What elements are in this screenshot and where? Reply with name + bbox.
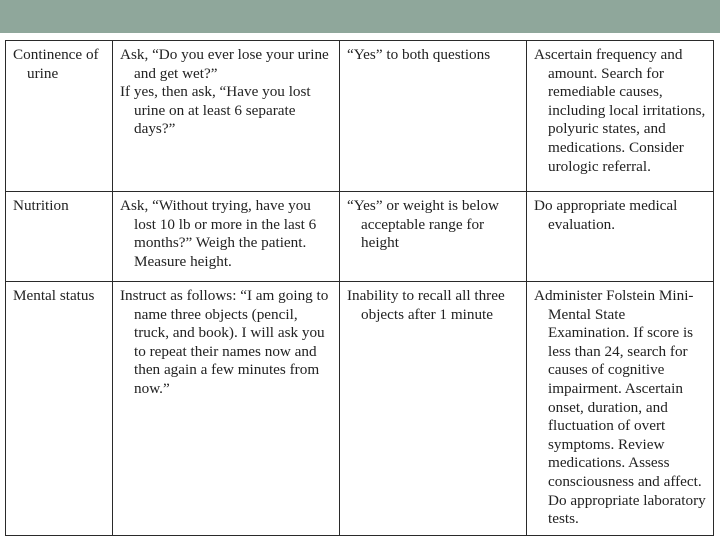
action-cell [527, 41, 714, 192]
abnormal-text: “Yes” or weight is below acceptable range for height [347, 197, 499, 252]
abnormal-cell [340, 192, 527, 282]
action-text: Do appropriate medical evaluation. [534, 197, 678, 233]
domain-cell [6, 192, 113, 282]
procedure-text: Ask, “Without trying, have you lost 10 lb or more in the last 6 months?” Weigh the patient. Measure height. [120, 197, 317, 270]
action-cell [527, 282, 714, 536]
top-banner [0, 0, 720, 33]
abnormal-cell [340, 282, 527, 536]
action-text: Administer Folstein Mini-Mental State Examination. If score is less than 24, search for causes of cognitive impairment. Ascertain onset, duration, and fluctuation of overt symptoms. Review medications. Assess consciousness and affect. Do appropriate laboratory tests. [534, 287, 706, 528]
abnormal-cell [340, 41, 527, 192]
domain-text: Nutrition [13, 197, 69, 214]
assessment-table [5, 40, 714, 536]
procedure-text: Instruct as follows: “I am going to name three objects (pencil, truck, and book). I will ask you to repeat their names now and then again a few minutes from now.” [120, 287, 329, 397]
table-row [6, 41, 714, 192]
procedure-cell [113, 282, 340, 536]
table-row [6, 282, 714, 536]
abnormal-text: Inability to recall all three objects after 1 minute [347, 287, 505, 323]
procedure-text: Ask, “Do you ever lose your urine and get wet?” [120, 46, 329, 82]
domain-cell [6, 282, 113, 536]
procedure-text: If yes, then ask, “Have you lost urine on at least 6 separate days?” [120, 83, 311, 138]
abnormal-text: “Yes” to both questions [347, 46, 491, 63]
document-page [0, 33, 720, 540]
action-cell [527, 192, 714, 282]
domain-cell [6, 41, 113, 192]
procedure-cell [113, 192, 340, 282]
action-text: Ascertain frequency and amount. Search for remediable causes, including local irritations, polyuric states, and medications. Consider urologic referral. [534, 46, 706, 175]
procedure-cell [113, 41, 340, 192]
domain-text: Continence of urine [13, 46, 99, 82]
table-row [6, 192, 714, 282]
domain-text: Mental status [13, 287, 95, 304]
